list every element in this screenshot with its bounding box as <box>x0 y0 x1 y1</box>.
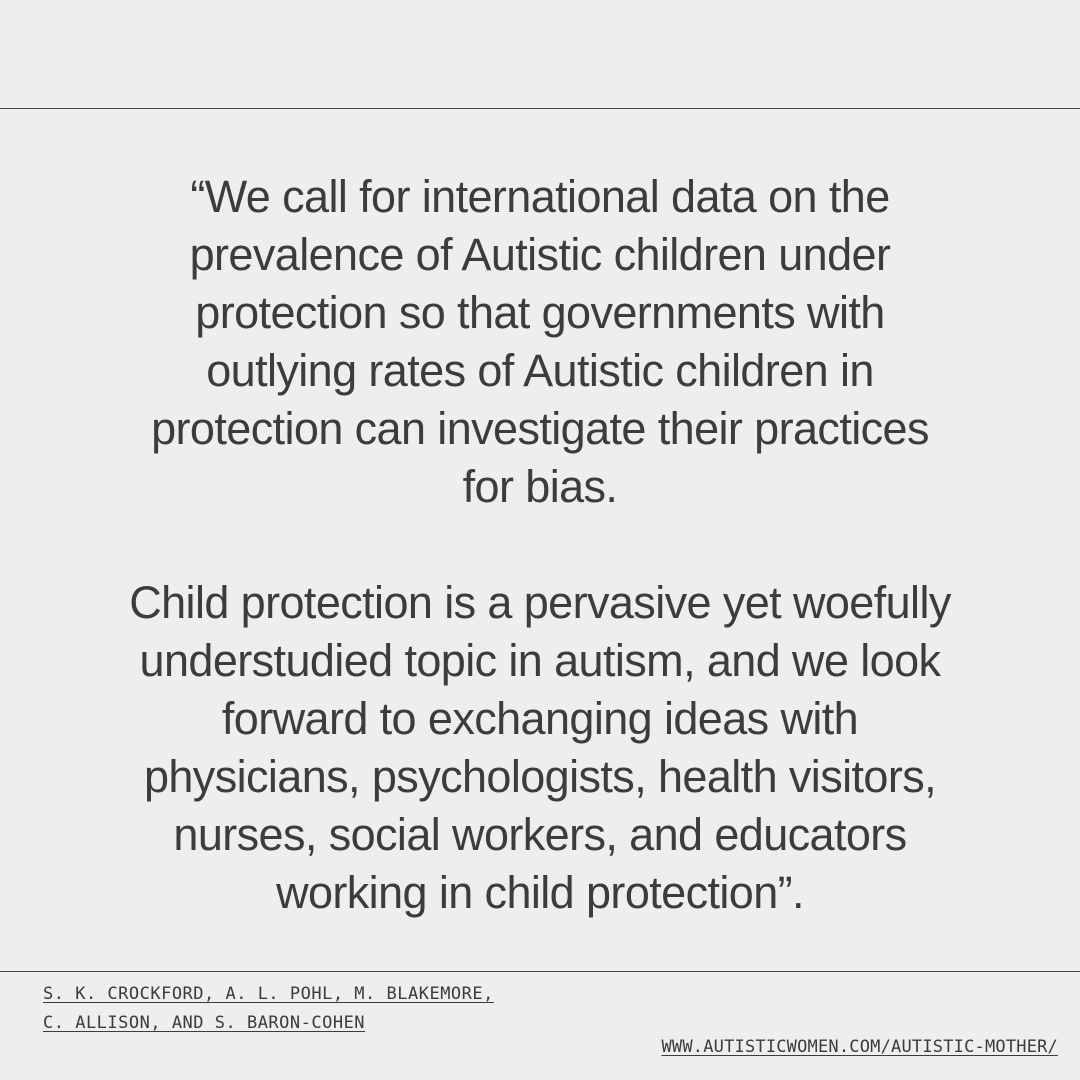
bottom-divider <box>0 971 1080 972</box>
quote-line: for bias. <box>462 461 618 512</box>
quote-line: protection can investigate their practices <box>151 403 929 454</box>
author-credits-line: C. ALLISON, AND S. BARON-COHEN <box>43 1013 366 1033</box>
top-divider <box>0 108 1080 109</box>
quote-line: outlying rates of Autistic children in <box>206 345 874 396</box>
quote-paragraph-1 <box>60 168 1020 516</box>
author-credits <box>43 980 494 1038</box>
quote-line: prevalence of Autistic children under <box>189 229 891 280</box>
quote-line: nurses, social workers, and educators <box>173 809 907 860</box>
quote-line: “We call for international data on the <box>190 171 890 222</box>
author-credits-line: S. K. CROCKFORD, A. L. POHL, M. BLAKEMORE, <box>43 984 494 1004</box>
quote-block <box>60 168 1020 922</box>
quote-line: protection so that governments with <box>195 287 885 338</box>
quote-line: forward to exchanging ideas with <box>221 693 859 744</box>
quote-line: understudied topic in autism, and we look <box>139 635 941 686</box>
quote-line: working in child protection”. <box>276 867 804 918</box>
quote-line: Child protection is a pervasive yet woefully <box>129 577 951 628</box>
quote-paragraph-2 <box>60 574 1020 922</box>
source-url-link[interactable]: WWW.AUTISTICWOMEN.COM/AUTISTIC-MOTHER/ <box>661 1037 1058 1057</box>
quote-line: physicians, psychologists, health visitors, <box>143 751 937 802</box>
